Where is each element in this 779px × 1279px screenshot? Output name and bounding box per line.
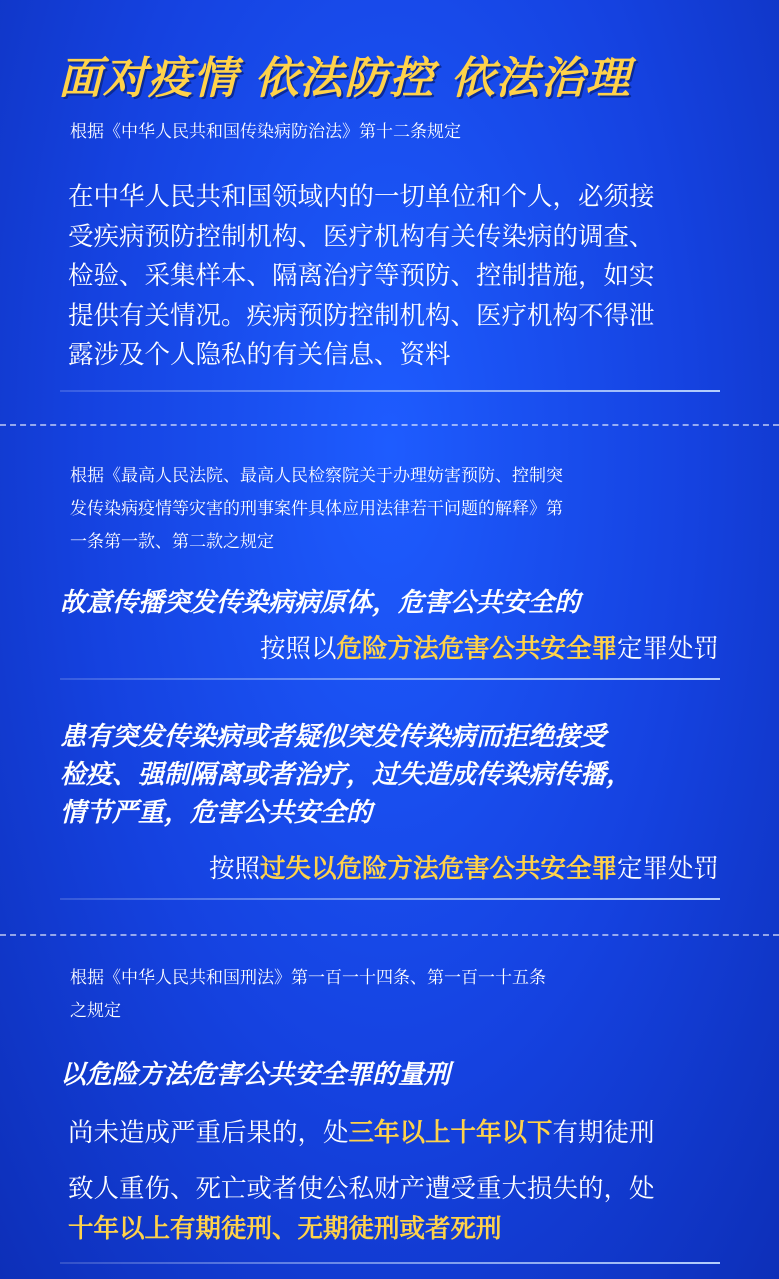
section2-item2-penalty — [209, 850, 719, 888]
section2-item2-underline — [60, 898, 720, 900]
section2-item1-underline — [60, 678, 720, 680]
section2-source-line: 根据《最高人民法院、最高人民检察院关于办理妨害预防、控制突 — [70, 466, 563, 486]
section1-body-line: 检验、采集样本、隔离治疗等预防、控制措施，如实 — [68, 261, 655, 291]
section2-item2-heading — [60, 718, 632, 832]
penalty-suffix: 定罪处罚 — [616, 634, 719, 664]
section1-body-line: 受疾病预防控制机构、医疗机构有关传染病的调查、 — [68, 221, 655, 252]
section1-body-line: 露涉及个人隐私的有关信息、资料 — [68, 340, 451, 370]
section2-source-line: 发传染病疫情等灾害的刑事案件具体应用法律若干问题的解释》第 — [70, 499, 563, 519]
page-title: 面对疫情 依法防控 依法治理 — [58, 53, 631, 104]
penalty-prefix: 按照以 — [259, 634, 337, 664]
sentence-severe-line: 致人重伤、死亡或者使公私财产遭受重大损失的，处 — [68, 1174, 655, 1204]
section1-body-line: 在中华人民共和国领域内的一切单位和个人，必须接 — [68, 182, 655, 212]
sentence-term-highlight: 三年以上十年以下 — [348, 1118, 553, 1148]
sentence-severe-highlight: 十年以上有期徒刑、无期徒刑或者死刑 — [68, 1214, 502, 1244]
penalty-suffix: 定罪处罚 — [616, 854, 719, 884]
section1-body — [68, 178, 728, 376]
section3-heading: 以危险方法危害公共安全罪的量刑 — [60, 1060, 451, 1090]
section-divider — [0, 934, 779, 936]
sentence-minor — [68, 1113, 655, 1153]
section2-item1-penalty — [260, 630, 719, 668]
section2-source-line: 一条第一款、第二款之规定 — [70, 532, 274, 552]
penalty-crime-highlight: 过失以危险方法危害公共安全罪 — [259, 854, 617, 884]
sentence-prefix: 尚未造成严重后果的，处 — [68, 1118, 349, 1148]
section2-item2-heading-line: 患有突发传染病或者疑似突发传染病而拒绝接受 — [60, 722, 607, 752]
section2-item2-heading-line: 检疫、强制隔离或者治疗，过失造成传染病传播， — [60, 760, 633, 790]
section1-body-line: 提供有关情况。疾病预防控制机构、医疗机构不得泄 — [68, 300, 655, 331]
section3-source-line: 之规定 — [70, 1001, 121, 1021]
sentence-severe — [68, 1169, 655, 1249]
section3-source-line: 根据《中华人民共和国刑法》第一百一十四条、第一百一十五条 — [70, 968, 546, 988]
penalty-prefix: 按照 — [208, 854, 260, 884]
penalty-crime-highlight: 危险方法危害公共安全罪 — [336, 634, 617, 664]
section3-source — [70, 962, 546, 1028]
sentence-suffix: 有期徒刑 — [552, 1118, 655, 1148]
section-divider — [0, 424, 779, 426]
section2-item1-heading: 故意传播突发传染病病原体，危害公共安全的 — [60, 588, 581, 618]
section2-source — [70, 460, 563, 559]
section1-source: 根据《中华人民共和国传染病防治法》第十二条规定 — [70, 122, 461, 142]
section3-underline — [60, 1262, 720, 1264]
section1-underline — [60, 390, 720, 392]
section2-item2-heading-line: 情节严重，危害公共安全的 — [60, 798, 373, 828]
